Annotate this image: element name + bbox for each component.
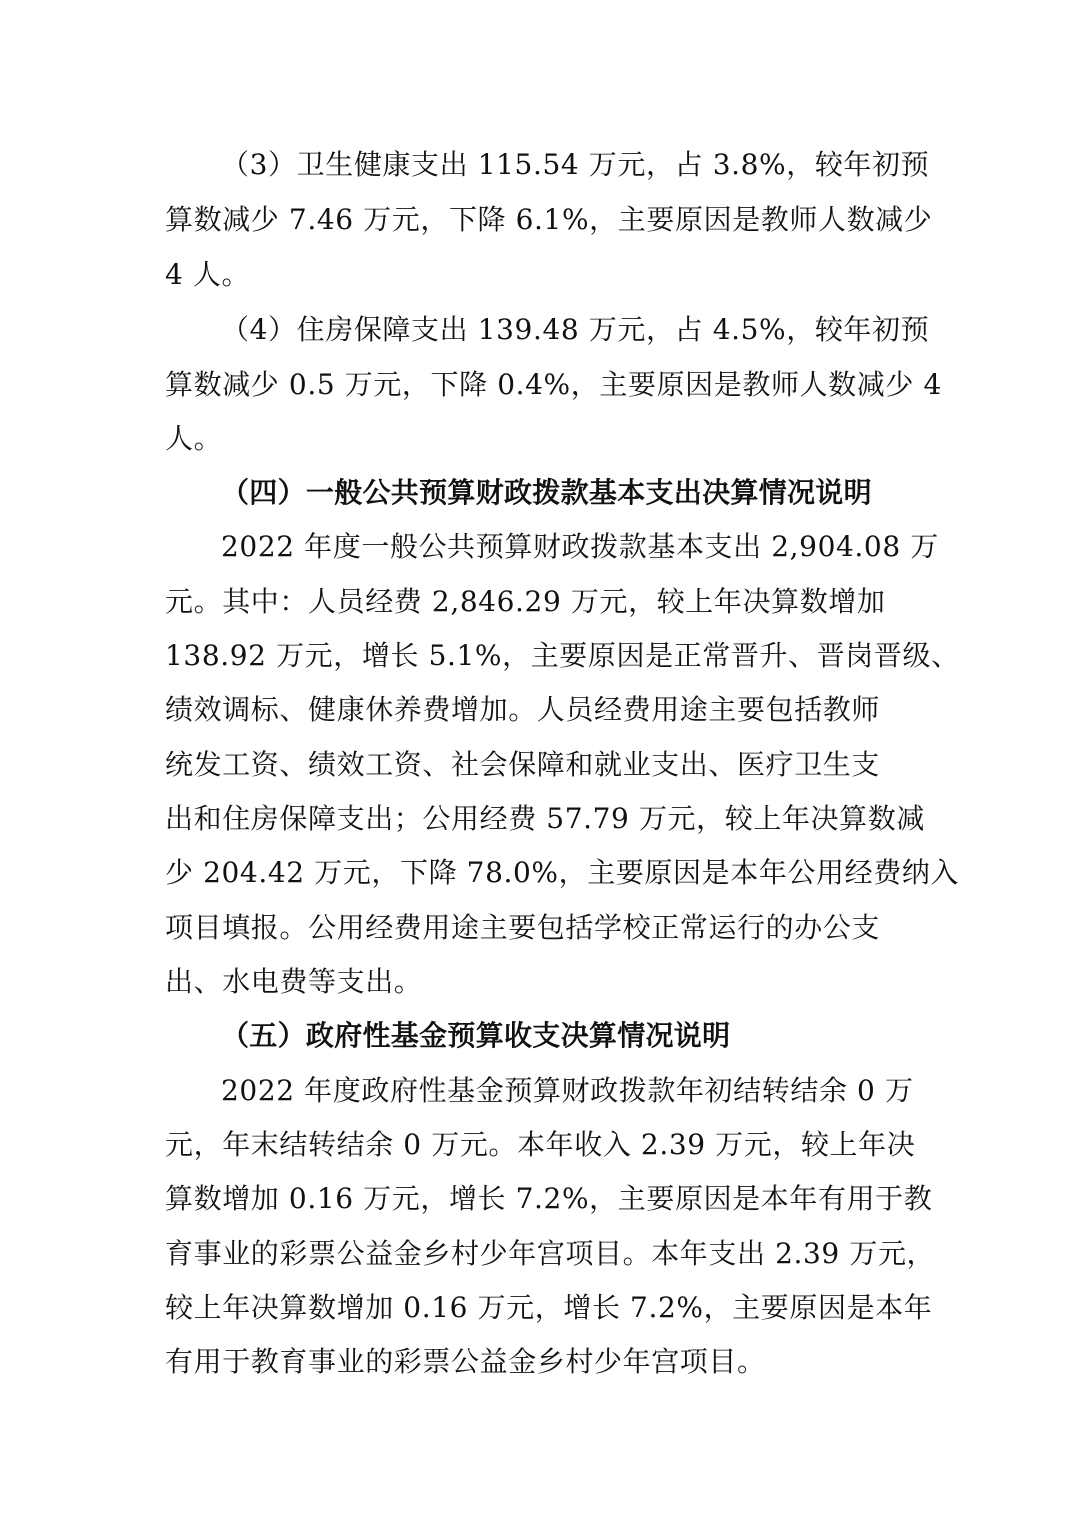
section-4-line-7: 少 204.42 万元，下降 78.0%，主要原因是本年公用经费纳入 — [165, 856, 960, 889]
section-4-line-4: 绩效调标、健康休养费增加。人员经费用途主要包括教师 — [165, 693, 881, 726]
section-5-line-5: 较上年决算数增加 0.16 万元，增长 7.2%，主要原因是本年 — [165, 1291, 933, 1324]
section-4-line-9: 出、水电费等支出。 — [165, 965, 423, 998]
section-5-heading: （五）政府性基金预算收支决算情况说明 — [221, 1019, 731, 1052]
section-5-line-4: 育事业的彩票公益金乡村少年宫项目。本年支出 2.39 万元， — [165, 1237, 936, 1270]
section-4-line-6: 出和住房保障支出；公用经费 57.79 万元，较上年决算数减 — [165, 802, 925, 835]
section-4-heading: （四）一般公共预算财政拨款基本支出决算情况说明 — [221, 476, 872, 509]
section-5-line-2: 元，年末结转结余 0 万元。本年收入 2.39 万元，较上年决 — [165, 1128, 916, 1161]
item-3-line-3: 4 人。 — [165, 258, 251, 291]
section-4-line-5: 统发工资、绩效工资、社会保障和就业支出、医疗卫生支 — [165, 748, 881, 781]
section-4-line-2: 元。其中：人员经费 2,846.29 万元，较上年决算数增加 — [165, 585, 886, 618]
item-3-line-1: （3）卫生健康支出 115.54 万元，占 3.8%，较年初预 — [221, 148, 930, 181]
section-4-line-1: 2022 年度一般公共预算财政拨款基本支出 2,904.08 万 — [221, 530, 939, 563]
section-5-line-3: 算数增加 0.16 万元，增长 7.2%，主要原因是本年有用于教 — [165, 1182, 933, 1215]
item-4-line-2: 算数减少 0.5 万元，下降 0.4%，主要原因是教师人数减少 4 — [165, 368, 942, 401]
item-3-line-2: 算数减少 7.46 万元，下降 6.1%，主要原因是教师人数减少 — [165, 203, 933, 236]
item-4-line-1: （4）住房保障支出 139.48 万元，占 4.5%，较年初预 — [221, 313, 930, 346]
item-4-line-3: 人。 — [165, 422, 223, 455]
section-4-line-8: 项目填报。公用经费用途主要包括学校正常运行的办公支 — [165, 911, 881, 944]
section-5-line-6: 有用于教育事业的彩票公益金乡村少年宫项目。 — [165, 1345, 766, 1378]
section-5-line-1: 2022 年度政府性基金预算财政拨款年初结转结余 0 万 — [221, 1074, 914, 1107]
section-4-line-3: 138.92 万元，增长 5.1%，主要原因是正常晋升、晋岗晋级、 — [165, 639, 960, 672]
